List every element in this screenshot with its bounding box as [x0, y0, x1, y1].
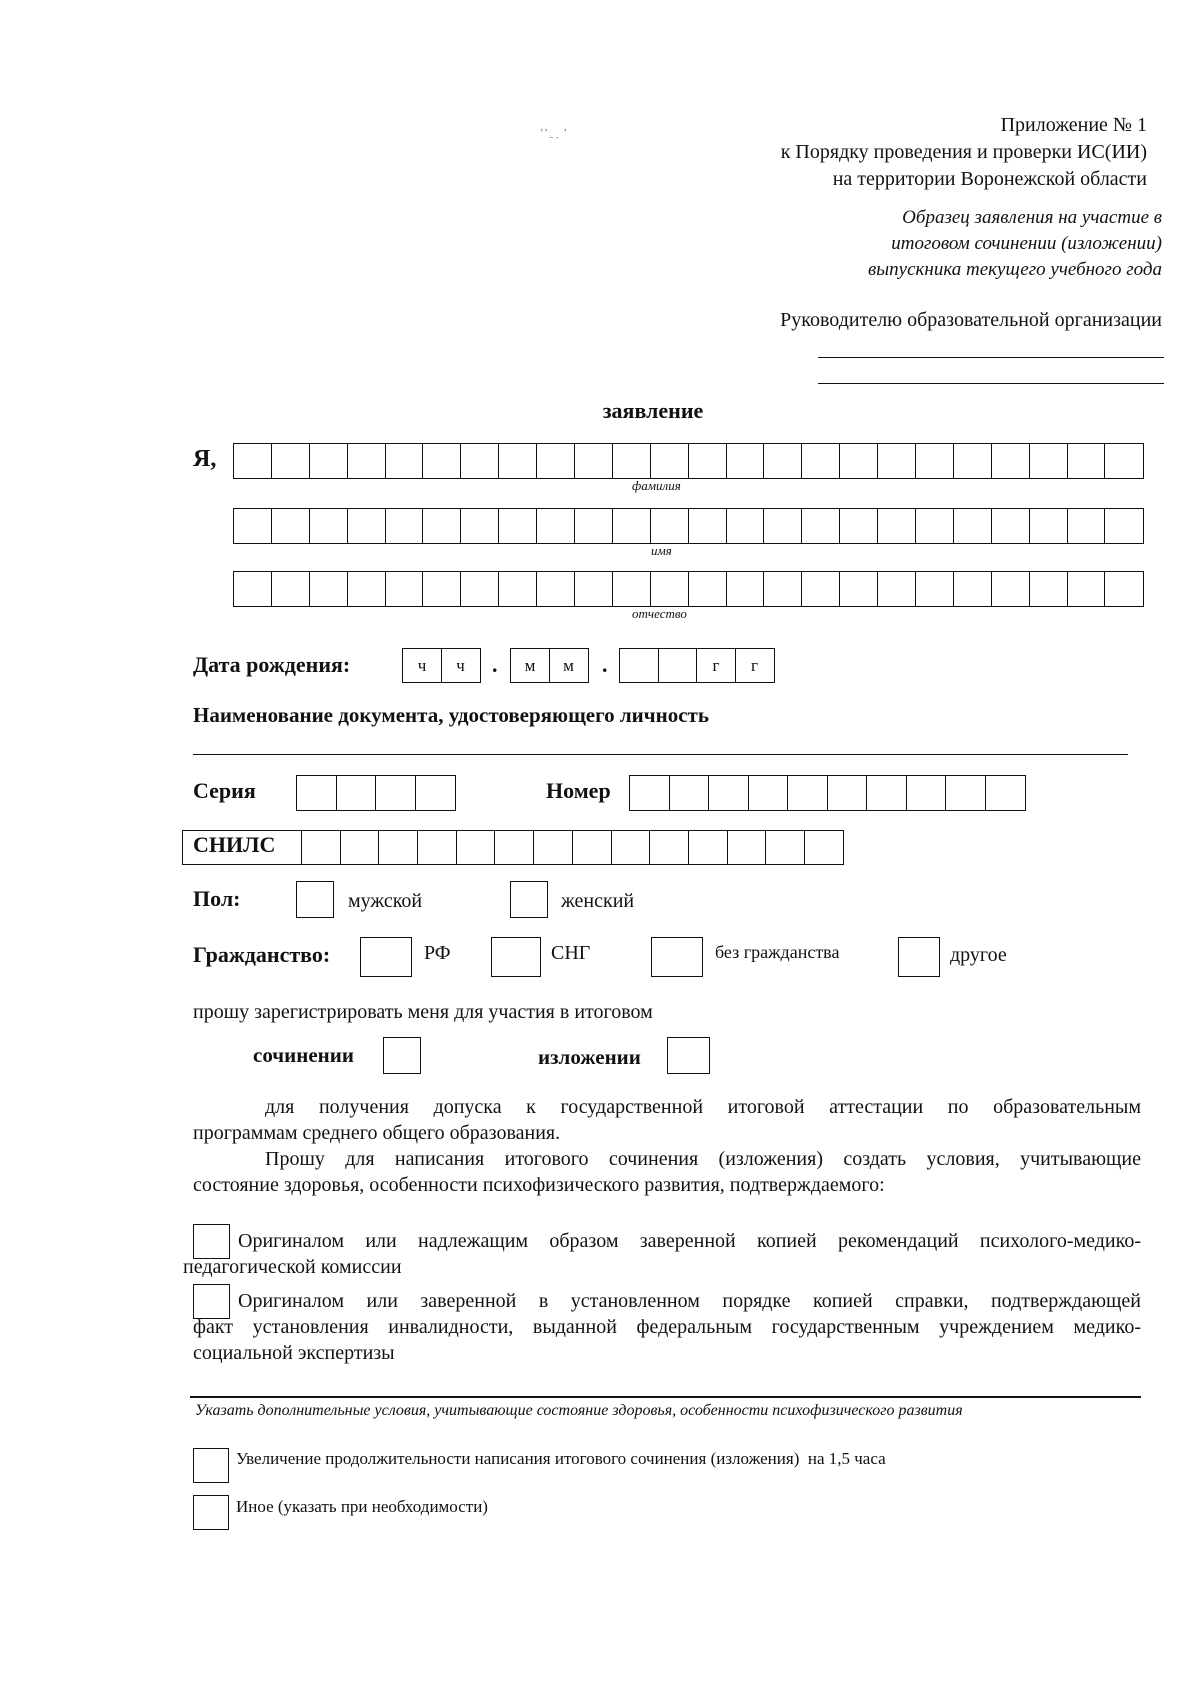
patronymic-letter-cell[interactable]	[726, 571, 765, 607]
number-digit-cell[interactable]	[748, 775, 789, 811]
first-name-caption: имя	[651, 543, 672, 558]
patronymic-letter-cell[interactable]	[498, 571, 537, 607]
birth-month-cells[interactable]	[510, 648, 589, 683]
surname-letter-cell[interactable]	[612, 443, 651, 479]
additional-conditions-line[interactable]	[190, 1396, 1141, 1398]
patronymic-letter-cell[interactable]	[574, 571, 613, 607]
series-digit-cell[interactable]	[375, 775, 416, 811]
surname-letter-cell[interactable]	[498, 443, 537, 479]
snils-digit-cell[interactable]	[804, 830, 844, 865]
patronymic-letter-cell[interactable]	[271, 571, 310, 607]
scan-artifact: ʼʼ ̤ ˎ ʼ	[540, 128, 568, 139]
snils-cells[interactable]	[301, 830, 844, 865]
appendix-region: на территории Воронежской области	[832, 168, 1147, 190]
first-name-letter-cell[interactable]	[536, 508, 575, 544]
sample-caption-line1: Образец заявления на участие в	[902, 207, 1162, 228]
birth-year-cell[interactable]: г	[735, 648, 775, 683]
number-digit-cell[interactable]	[708, 775, 749, 811]
date-separator-2: .	[602, 652, 608, 677]
patronymic-cells[interactable]	[233, 571, 1144, 607]
citizenship-stateless-label: без гражданства	[715, 942, 840, 962]
surname-letter-cell[interactable]	[915, 443, 954, 479]
number-label: Номер	[546, 778, 611, 803]
snils-digit-cell[interactable]	[688, 830, 728, 865]
first-name-letter-cell[interactable]	[991, 508, 1030, 544]
first-name-letter-cell[interactable]	[460, 508, 499, 544]
surname-letter-cell[interactable]	[953, 443, 992, 479]
first-name-letter-cell[interactable]	[347, 508, 386, 544]
pmpk-line-2: педагогической комиссии	[183, 1256, 402, 1278]
number-digit-cell[interactable]	[985, 775, 1026, 811]
surname-letter-cell[interactable]	[271, 443, 310, 479]
first-name-letter-cell[interactable]	[385, 508, 424, 544]
patronymic-letter-cell[interactable]	[233, 571, 272, 607]
number-digit-cell[interactable]	[827, 775, 868, 811]
birth-date-label: Дата рождения:	[193, 652, 351, 677]
first-name-letter-cell[interactable]	[498, 508, 537, 544]
purpose-paragraph	[193, 1094, 1141, 1198]
first-name-letter-cell[interactable]	[839, 508, 878, 544]
birth-day-cells[interactable]	[402, 648, 481, 683]
patronymic-letter-cell[interactable]	[1104, 571, 1143, 607]
disability-line-1: Оригиналом или заверенной в установленном порядке копией справки, подтверждающей	[238, 1290, 1141, 1312]
snils-digit-cell[interactable]	[727, 830, 767, 865]
surname-letter-cell[interactable]	[536, 443, 575, 479]
birth-day-cell[interactable]: ч	[441, 648, 481, 683]
patronymic-letter-cell[interactable]	[1067, 571, 1106, 607]
sample-caption-line2: итоговом сочинении (изложении)	[891, 233, 1162, 254]
form-title: заявление	[602, 398, 704, 423]
surname-letter-cell[interactable]	[1067, 443, 1106, 479]
id-document-label: Наименование документа, удостоверяющего личность	[193, 703, 709, 727]
surname-cells[interactable]	[233, 443, 1144, 479]
patronymic-letter-cell[interactable]	[460, 571, 499, 607]
first-name-letter-cell[interactable]	[1104, 508, 1143, 544]
disability-certificate-text	[193, 1288, 1141, 1366]
series-label: Серия	[193, 778, 256, 803]
extended-time-label: Увеличение продолжительности написания итогового сочинения (изложения) на 1,5 часа	[236, 1449, 886, 1468]
first-name-letter-cell[interactable]	[915, 508, 954, 544]
birth-month-cell[interactable]: м	[549, 648, 589, 683]
appendix-number: Приложение № 1	[1000, 114, 1147, 136]
snils-digit-cell[interactable]	[494, 830, 534, 865]
birth-day-cell[interactable]: ч	[402, 648, 442, 683]
patronymic-letter-cell[interactable]	[536, 571, 575, 607]
snils-digit-cell[interactable]	[417, 830, 457, 865]
first-name-letter-cell[interactable]	[801, 508, 840, 544]
request-text: прошу зарегистрировать меня для участия в итоговом	[193, 1001, 653, 1023]
snils-digit-cell[interactable]	[456, 830, 496, 865]
patronymic-letter-cell[interactable]	[688, 571, 727, 607]
purpose-line-2: программам среднего общего образования.	[193, 1122, 561, 1144]
first-name-letter-cell[interactable]	[688, 508, 727, 544]
patronymic-letter-cell[interactable]	[1029, 571, 1068, 607]
gender-male-label: мужской	[348, 890, 423, 912]
number-digit-cell[interactable]	[945, 775, 986, 811]
first-name-letter-cell[interactable]	[612, 508, 651, 544]
id-document-line[interactable]	[193, 754, 1128, 755]
exposition-label: изложении	[538, 1045, 641, 1069]
patronymic-letter-cell[interactable]	[763, 571, 802, 607]
sample-caption-line3: выпускника текущего учебного года	[868, 259, 1162, 280]
number-digit-cell[interactable]	[866, 775, 907, 811]
patronymic-letter-cell[interactable]	[422, 571, 461, 607]
number-digit-cell[interactable]	[669, 775, 710, 811]
citizenship-cis-label: СНГ	[551, 942, 591, 964]
surname-letter-cell[interactable]	[726, 443, 765, 479]
surname-letter-cell[interactable]	[1029, 443, 1068, 479]
number-cells[interactable]	[629, 775, 1026, 811]
first-name-letter-cell[interactable]	[877, 508, 916, 544]
snils-digit-cell[interactable]	[572, 830, 612, 865]
birth-year-cell[interactable]	[658, 648, 698, 683]
snils-label: СНИЛС	[193, 832, 276, 857]
patronymic-letter-cell[interactable]	[309, 571, 348, 607]
other-condition-label: Иное (указать при необходимости)	[236, 1497, 488, 1516]
surname-letter-cell[interactable]	[650, 443, 689, 479]
patronymic-letter-cell[interactable]	[801, 571, 840, 607]
snils-digit-cell[interactable]	[301, 830, 341, 865]
surname-letter-cell[interactable]	[460, 443, 499, 479]
other-condition-checkbox[interactable]	[193, 1495, 229, 1530]
patronymic-letter-cell[interactable]	[953, 571, 992, 607]
snils-digit-cell[interactable]	[765, 830, 805, 865]
patronymic-letter-cell[interactable]	[650, 571, 689, 607]
first-name-letter-cell[interactable]	[763, 508, 802, 544]
extended-time-checkbox[interactable]	[193, 1448, 229, 1483]
disability-line-3: социальной экспертизы	[193, 1342, 395, 1364]
purpose-line-1: для получения допуска к государственной итоговой аттестации по образовательным	[265, 1096, 1141, 1118]
sample-caption	[562, 205, 1162, 283]
first-name-letter-cell[interactable]	[574, 508, 613, 544]
snils-digit-cell[interactable]	[649, 830, 689, 865]
additional-conditions-caption: Указать дополнительные условия, учитывающие состояние здоровья, особенности психофизического развития	[195, 1402, 963, 1419]
series-digit-cell[interactable]	[296, 775, 337, 811]
patronymic-letter-cell[interactable]	[991, 571, 1030, 607]
patronymic-letter-cell[interactable]	[915, 571, 954, 607]
surname-letter-cell[interactable]	[801, 443, 840, 479]
essay-label: сочинении	[253, 1043, 354, 1067]
surname-letter-cell[interactable]	[1104, 443, 1143, 479]
first-name-letter-cell[interactable]	[271, 508, 310, 544]
patronymic-letter-cell[interactable]	[839, 571, 878, 607]
citizenship-stateless-checkbox[interactable]	[651, 937, 703, 977]
patronymic-letter-cell[interactable]	[347, 571, 386, 607]
series-digit-cell[interactable]	[336, 775, 377, 811]
surname-letter-cell[interactable]	[309, 443, 348, 479]
addressee: Руководителю образовательной организации	[780, 309, 1162, 331]
conditions-line-2: состояние здоровья, особенности психофизического развития, подтверждаемого:	[193, 1174, 885, 1196]
addressee-line-2[interactable]	[818, 383, 1164, 384]
snils-digit-cell[interactable]	[340, 830, 380, 865]
essay-checkbox[interactable]	[383, 1037, 421, 1074]
birth-year-cell[interactable]	[619, 648, 659, 683]
pmpk-recommendation-text	[183, 1228, 1141, 1280]
number-digit-cell[interactable]	[787, 775, 828, 811]
surname-letter-cell[interactable]	[385, 443, 424, 479]
patronymic-letter-cell[interactable]	[385, 571, 424, 607]
citizenship-cis-checkbox[interactable]	[491, 937, 541, 977]
exposition-checkbox[interactable]	[667, 1037, 710, 1074]
number-digit-cell[interactable]	[906, 775, 947, 811]
first-name-letter-cell[interactable]	[650, 508, 689, 544]
citizenship-rf-label: РФ	[424, 942, 451, 964]
patronymic-caption: отчество	[632, 606, 687, 621]
addressee-line-1[interactable]	[818, 357, 1164, 358]
snils-digit-cell[interactable]	[378, 830, 418, 865]
series-cells[interactable]	[296, 775, 456, 811]
name-prefix: Я,	[193, 446, 217, 472]
first-name-letter-cell[interactable]	[1067, 508, 1106, 544]
snils-digit-cell[interactable]	[533, 830, 573, 865]
appendix-header	[547, 112, 1147, 193]
appendix-reference: к Порядку проведения и проверки ИС(ИИ)	[780, 141, 1147, 163]
disability-line-2: факт установления инвалидности, выданной федеральным государственным учреждением медико-	[193, 1316, 1141, 1338]
gender-female-label: женский	[561, 890, 635, 912]
first-name-letter-cell[interactable]	[1029, 508, 1068, 544]
first-name-letter-cell[interactable]	[309, 508, 348, 544]
surname-letter-cell[interactable]	[877, 443, 916, 479]
surname-letter-cell[interactable]	[839, 443, 878, 479]
gender-female-checkbox[interactable]	[510, 881, 548, 918]
first-name-letter-cell[interactable]	[953, 508, 992, 544]
citizenship-rf-checkbox[interactable]	[360, 937, 412, 977]
birth-month-cell[interactable]: м	[510, 648, 550, 683]
patronymic-letter-cell[interactable]	[877, 571, 916, 607]
first-name-cells[interactable]	[233, 508, 1144, 544]
first-name-letter-cell[interactable]	[726, 508, 765, 544]
gender-male-checkbox[interactable]	[296, 881, 334, 918]
citizenship-other-checkbox[interactable]	[898, 937, 940, 977]
surname-caption: фамилия	[632, 478, 681, 493]
conditions-line-1: Прошу для написания итогового сочинения (изложения) создать условия, учитывающие	[265, 1148, 1141, 1170]
citizenship-other-label: другое	[950, 944, 1007, 966]
birth-year-cells[interactable]	[619, 648, 775, 683]
snils-digit-cell[interactable]	[611, 830, 651, 865]
first-name-letter-cell[interactable]	[233, 508, 272, 544]
surname-letter-cell[interactable]	[347, 443, 386, 479]
pmpk-line-1: Оригиналом или надлежащим образом заверенной копией рекомендаций психолого-медико-	[238, 1230, 1141, 1252]
birth-year-cell[interactable]: г	[696, 648, 736, 683]
gender-label: Пол:	[193, 886, 241, 911]
surname-letter-cell[interactable]	[422, 443, 461, 479]
number-digit-cell[interactable]	[629, 775, 670, 811]
series-digit-cell[interactable]	[415, 775, 456, 811]
surname-letter-cell[interactable]	[763, 443, 802, 479]
citizenship-label: Гражданство:	[193, 942, 331, 967]
date-separator-1: .	[492, 652, 498, 677]
surname-letter-cell[interactable]	[233, 443, 272, 479]
patronymic-letter-cell[interactable]	[612, 571, 651, 607]
surname-letter-cell[interactable]	[688, 443, 727, 479]
surname-letter-cell[interactable]	[991, 443, 1030, 479]
first-name-letter-cell[interactable]	[422, 508, 461, 544]
surname-letter-cell[interactable]	[574, 443, 613, 479]
